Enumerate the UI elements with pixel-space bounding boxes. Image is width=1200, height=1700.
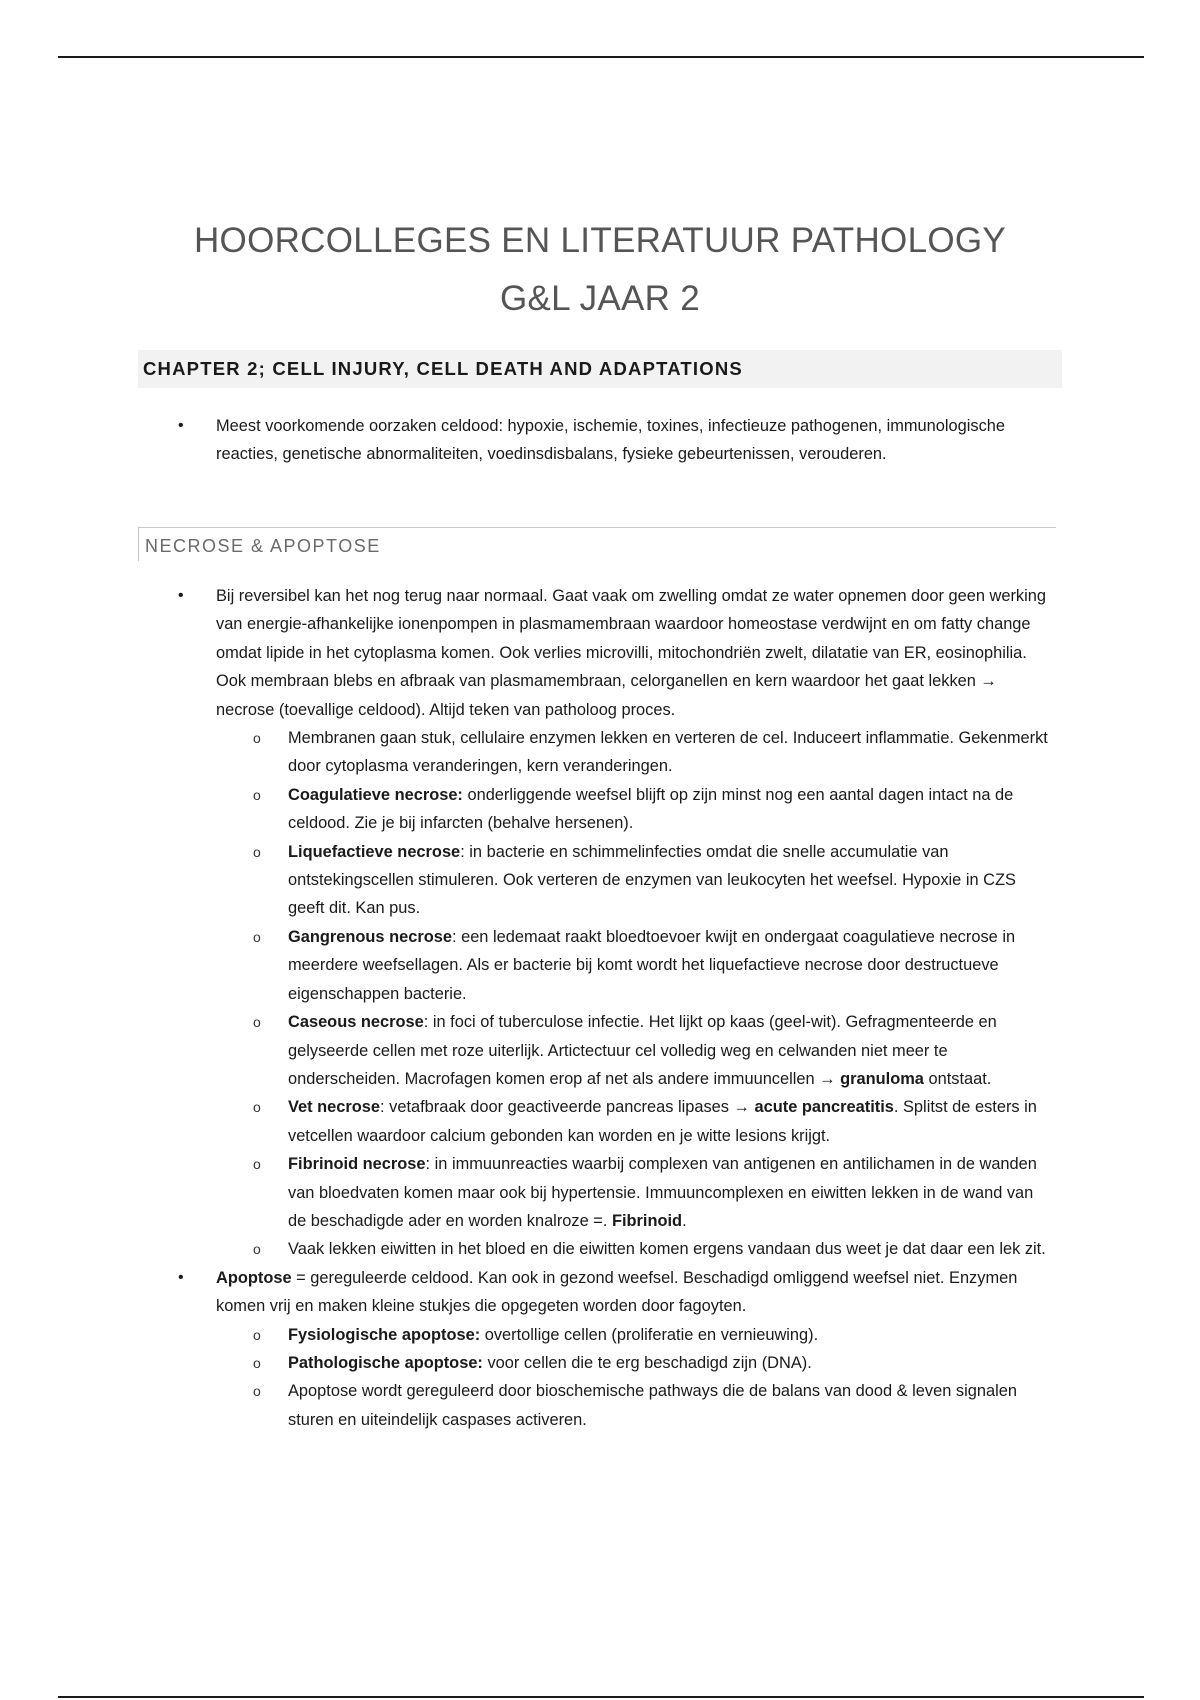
bullet-circle-icon: o bbox=[253, 928, 261, 945]
sub-text: overtollige cellen (proliferatie en vernieuwing). bbox=[480, 1325, 819, 1344]
bullet-dot-icon: • bbox=[178, 1268, 184, 1286]
sub-term: Fibrinoid necrose bbox=[288, 1155, 426, 1174]
document-title bbox=[140, 212, 1060, 328]
bullet-circle-icon: o bbox=[253, 843, 261, 860]
bullet-circle-icon: o bbox=[253, 1241, 261, 1258]
bullet-circle-icon: o bbox=[253, 1354, 261, 1371]
sub-text: onderliggende weefsel blijft op zijn minst nog een aantal dagen intact na de celdood. Zie je bij infarcten (behalve hersenen). bbox=[288, 785, 1014, 833]
apoptose-item bbox=[0, 1264, 1058, 1321]
sub-text: Membranen gaan stuk, cellulaire enzymen lekken en verteren de cel. Induceert inflammatie. Gekenmerkt door cytoplasma veranderingen, kern veranderingen. bbox=[288, 729, 1048, 776]
footer-rule bbox=[58, 1696, 1144, 1698]
section-heading: NECROSE & APOPTOSE bbox=[138, 527, 1056, 561]
intro-bullet-item bbox=[0, 412, 1058, 469]
sub-term: Gangrenous necrose bbox=[288, 927, 452, 946]
chapter-heading: CHAPTER 2; CELL INJURY, CELL DEATH AND ADAPTATIONS bbox=[138, 350, 1062, 388]
intro-list bbox=[0, 412, 1058, 469]
intro-bullet-text: Meest voorkomende oorzaken celdood: hypoxie, ischemie, toxines, infectieuze pathogenen, immunologische reacties, genetische abnormaliteiten, voedinsdisbalans, fysieke gebeurtenissen, verouderen. bbox=[216, 417, 1006, 464]
apoptose-term: Apoptose bbox=[216, 1268, 292, 1287]
sub-text: : een ledemaat raakt bloedtoevoer kwijt en ondergaat coagulatieve necrose in meerdere weefsellagen. Als er bacterie bij komt wordt het liquefactieve necrose door destructueve eigenschappen bacterie. bbox=[288, 927, 1016, 1003]
header-rule bbox=[58, 56, 1144, 58]
sub-term: Pathologische apoptose: bbox=[288, 1353, 483, 1372]
title-line-1: HOORCOLLEGES EN LITERATUUR PATHOLOGY bbox=[193, 221, 1007, 260]
sub-term: Liquefactieve necrose bbox=[288, 842, 461, 861]
sub-term-end: granuloma bbox=[840, 1069, 924, 1088]
sub-term-end: Fibrinoid bbox=[611, 1211, 683, 1230]
sub-text: Vaak lekken eiwitten in het bloed en die eiwitten komen ergens vandaan dus weet je dat daar een lek zit. bbox=[288, 1240, 1046, 1259]
necrose-sub-item bbox=[0, 724, 1056, 781]
bullet-circle-icon: o bbox=[253, 1014, 261, 1031]
bullet-dot-icon: • bbox=[178, 587, 184, 604]
sub-text: : in foci of tuberculose infectie. Het lijkt op kaas (geel-wit). Gefragmenteerde en gelyseerde cellen met roze uiterlijk. Artictectuur cel volledig weg en celwanden niet meer te onderscheiden. Macrofagen komen erop af net als andere immuuncellen → bbox=[288, 1013, 997, 1088]
bullet-circle-icon: o bbox=[253, 730, 261, 747]
sub-term: Coagulatieve necrose: bbox=[288, 785, 463, 804]
sub-text: : in immuunreacties waarbij complexen van antigenen en antilichamen in de wanden van bloedvaten komen maar ook bij hypertensie. Immuuncomplexen en eiwitten lekken in de wand van de beschadigde ader en worden knalroze =. bbox=[288, 1155, 1037, 1230]
necrose-sub-item bbox=[0, 1150, 1056, 1235]
necrose-sub-item bbox=[0, 1235, 1056, 1263]
sub-term: Fysiologische apoptose: bbox=[288, 1325, 481, 1344]
bullet-circle-icon: o bbox=[253, 1326, 261, 1343]
bullet-circle-icon: o bbox=[253, 1383, 261, 1400]
apoptose-sub-item bbox=[0, 1349, 1056, 1377]
necrose-text: Bij reversibel kan het nog terug naar normaal. Gaat vaak om zwelling omdat ze water opnemen door geen werking van energie-afhankelijke ionenpompen in plasmamembraan waardoor homeostase verdwijnt en om fatty change omdat lipide in het cytoplasma komen. Ook verlies microvilli, mitochondriën zwelt, dilatatie van ER, eosinophilia. Ook membraan blebs en afbraak van plasmamembraan, celorganellen en kern waardoor het gaat lekken → necrose (toevallige celdood). Altijd teken van patholoog proces. bbox=[216, 587, 1047, 719]
sub-term: Caseous necrose bbox=[288, 1013, 424, 1032]
sub-text: : vetafbraak door geactiveerde pancreas lipases → bbox=[380, 1098, 755, 1117]
apoptose-text: = gereguleerde celdood. Kan ook in gezond weefsel. Beschadigd omliggend weefsel niet. Enzymen komen vrij en maken kleine stukjes die opgegeten worden door fagoyten. bbox=[216, 1268, 1018, 1316]
necrose-item bbox=[0, 582, 1058, 724]
sub-tail: ontstaat. bbox=[923, 1069, 992, 1088]
necrose-sub-item bbox=[0, 1093, 1056, 1150]
bullet-circle-icon: o bbox=[253, 786, 261, 803]
main-list bbox=[0, 582, 1058, 1434]
necrose-sub-item bbox=[0, 838, 1056, 923]
sub-text: Apoptose wordt gereguleerd door bioschemische pathways die de balans van dood & leven signalen sturen en uiteindelijk caspases activeren. bbox=[288, 1382, 1017, 1429]
apoptose-sub-item bbox=[0, 1377, 1056, 1434]
bullet-circle-icon: o bbox=[253, 1099, 261, 1116]
sub-text: voor cellen die te erg beschadigd zijn (DNA). bbox=[482, 1353, 812, 1372]
bullet-circle-icon: o bbox=[253, 1156, 261, 1173]
necrose-sub-item bbox=[0, 1008, 1056, 1093]
title-line-2: G&L JAAR 2 bbox=[499, 279, 701, 318]
sub-text: : in bacterie en schimmelinfecties omdat die snelle accumulatie van ontstekingscellen stimuleren. Ook verteren de enzymen van leukocyten het weefsel. Hypoxie in CZS geeft dit. Kan pus. bbox=[288, 842, 1016, 918]
apoptose-sub-item bbox=[0, 1321, 1056, 1349]
bullet-dot-icon: • bbox=[178, 417, 184, 434]
necrose-sub-item bbox=[0, 923, 1056, 1008]
sub-term-end: acute pancreatitis bbox=[754, 1098, 894, 1117]
sub-tail: . Splitst de esters in vetcellen waardoor calcium gebonden kan worden en je witte lesions krijgt. bbox=[288, 1098, 1037, 1145]
sub-term: Vet necrose bbox=[288, 1098, 381, 1117]
necrose-sub-item bbox=[0, 781, 1056, 838]
sub-tail: . bbox=[682, 1211, 687, 1230]
